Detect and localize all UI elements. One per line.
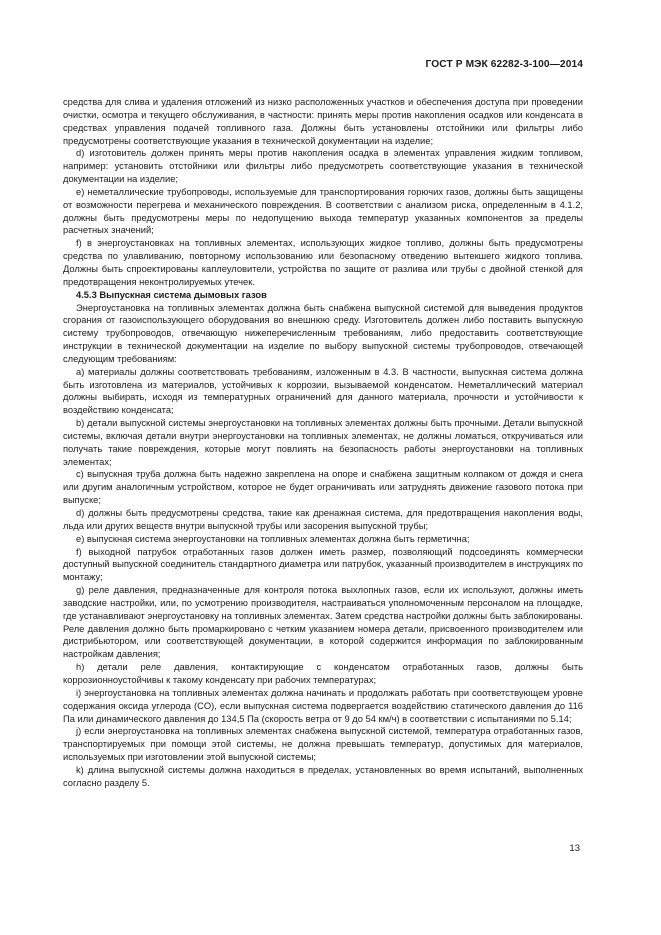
paragraph: средства для слива и удаления отложений из низко расположенных участков и обеспечения доступа при проведении очистки, осмотра и текущего обслуживания, в частности: принять меры против накопления осадков или конденсата в средствах управления подачей топливного газа. Должны быть установлены отстойники или фильтры либо предусмотрены соответствующие указания в технической документации на изделие; <box>63 97 583 146</box>
list-item-d: d) должны быть предусмотрены средства, такие как дренажная система, для предотвращения накопления воды, льда или других веществ внутри выпускной трубы или засорения выпускной трубы; <box>63 508 583 531</box>
document-header: ГОСТ Р МЭК 62282-3-100—2014 <box>425 59 583 70</box>
list-item-e: e) выпускная система энергоустановки на топливных элементах должна быть герметична; <box>76 533 470 544</box>
list-item-j: j) если энергоустановка на топливных элементах снабжена выпускной системой, температура отработанных газов, транспортируемых при помощи этой системы, не должна превышать температур, допустимых для материалов, используемых при изготовлении этой выпускной системы; <box>63 726 583 763</box>
section-heading: 4.5.3 Выпускная система дымовых газов <box>76 289 267 300</box>
list-item-e-pipes: e) неметаллические трубопроводы, используемые для транспортирования горючих газов, должны быть защищены от возможности перегрева и механического повреждения. В соответствии с анализом риска, определенным в 4.1.2, должны быть предусмотрены меры по недопущению выхода температур указанных компонентов за пределы расчетных значений; <box>63 186 583 236</box>
list-item-a: a) материалы должны соответствовать требованиям, изложенным в 4.3. В частности, выпускная система должна быть изготовлена из материалов, устойчивых к коррозии, вызываемой конденсатом. Неметаллический материал должны выбирать, исходя из температурных ограничений для данного материала, прочности и устойчивости к воздействию конденсата; <box>63 366 583 416</box>
document-body <box>63 96 583 790</box>
list-item-d-fuel: d) изготовитель должен принять меры против накопления осадка в элементах управления жидким топливом, например: установить отстойники или фильтры либо предусмотреть соответствующие указания в технической документации на изделие; <box>63 148 583 185</box>
list-item-g: g) реле давления, предназначенные для контроля потока выхлопных газов, если их используют, должны иметь заводские настройки, или, по усмотрению производителя, настраиваться уполномоченным персоналом на площадке, где устанавливают энергоустановку на топливных элементах. Затем средства настройки должны быть заблокированы. Реле давления должно быть промаркировано с четким указанием номера детали, присвоенного производителем или дистрибьютором, или соответствующей документации, в которой содержится информация по заблокированным настройкам давления; <box>63 585 583 660</box>
list-item-c: c) выпускная труба должна быть надежно закреплена на опоре и снабжена защитным колпаком от дождя и снега или другим аналогичным устройством, которое не будет ограничивать или затруднять движение газового потока при выпуске; <box>63 469 583 506</box>
list-item-i: i) энергоустановка на топливных элементах должна начинать и продолжать работать при соответствующем уровне содержания оксида углерода (CO), если выпускная система подвергается воздействию статического давления до 116 Па или динамического давления до 134,5 Па (скорость ветра от 9 до 54 км/ч) в соответствии с испытаниями по 5.14; <box>63 687 583 724</box>
list-item-f: f) выходной патрубок отработанных газов должен иметь размер, позволяющий подсоединять коммерчески доступный выпускной соединитель стандартного диаметра или патрубок, указанный производителем в инструкциях по монтажу; <box>63 546 583 583</box>
list-item-h: h) детали реле давления, контактирующие с конденсатом отработанных газов, должны быть коррозионноустойчивы к такому конденсату при рабочих температурах; <box>63 662 583 685</box>
page-number: 13 <box>569 843 580 854</box>
list-item-b: b) детали выпускной системы энергоустановки на топливных элементах должны быть прочными. Детали выпускной системы, включая детали внутри энергоустановки на топливных элементах, не должны ломаться, откручиваться или получать такие повреждения, которые могут повлиять на безопасность работы энергоустановки на топливных элементах; <box>63 418 583 467</box>
list-item-f-liquid-fuel: f) в энергоустановках на топливных элементах, использующих жидкое топливо, должны быть предусмотрены средства по улавливанию, повторному использованию или безопасному отведению вытекшего жидкого топлива. Должны быть спроектированы каплеуловители, устройства по защите от разлива или трубы с двойной стенкой для предотвращения неконтролируемых утечек. <box>63 238 583 287</box>
list-item-k: k) длина выпускной системы должна находиться в пределах, установленных во время испытаний, выполненных согласно разделу 5. <box>63 764 583 788</box>
paragraph: Энергоустановка на топливных элементах должна быть снабжена выпускной системой для выведения продуктов сгорания от газоиспользующего оборудования во внешнюю среду. Изготовитель должен либо поставить выпускную систему трубопроводов, отвечающую нижеперечисленным требованиям, либо предоставить соответствующие инструкции в технической документации на изделие по выбору выпускной системы трубопроводов, отвечающей следующим требованиям: <box>63 302 583 364</box>
